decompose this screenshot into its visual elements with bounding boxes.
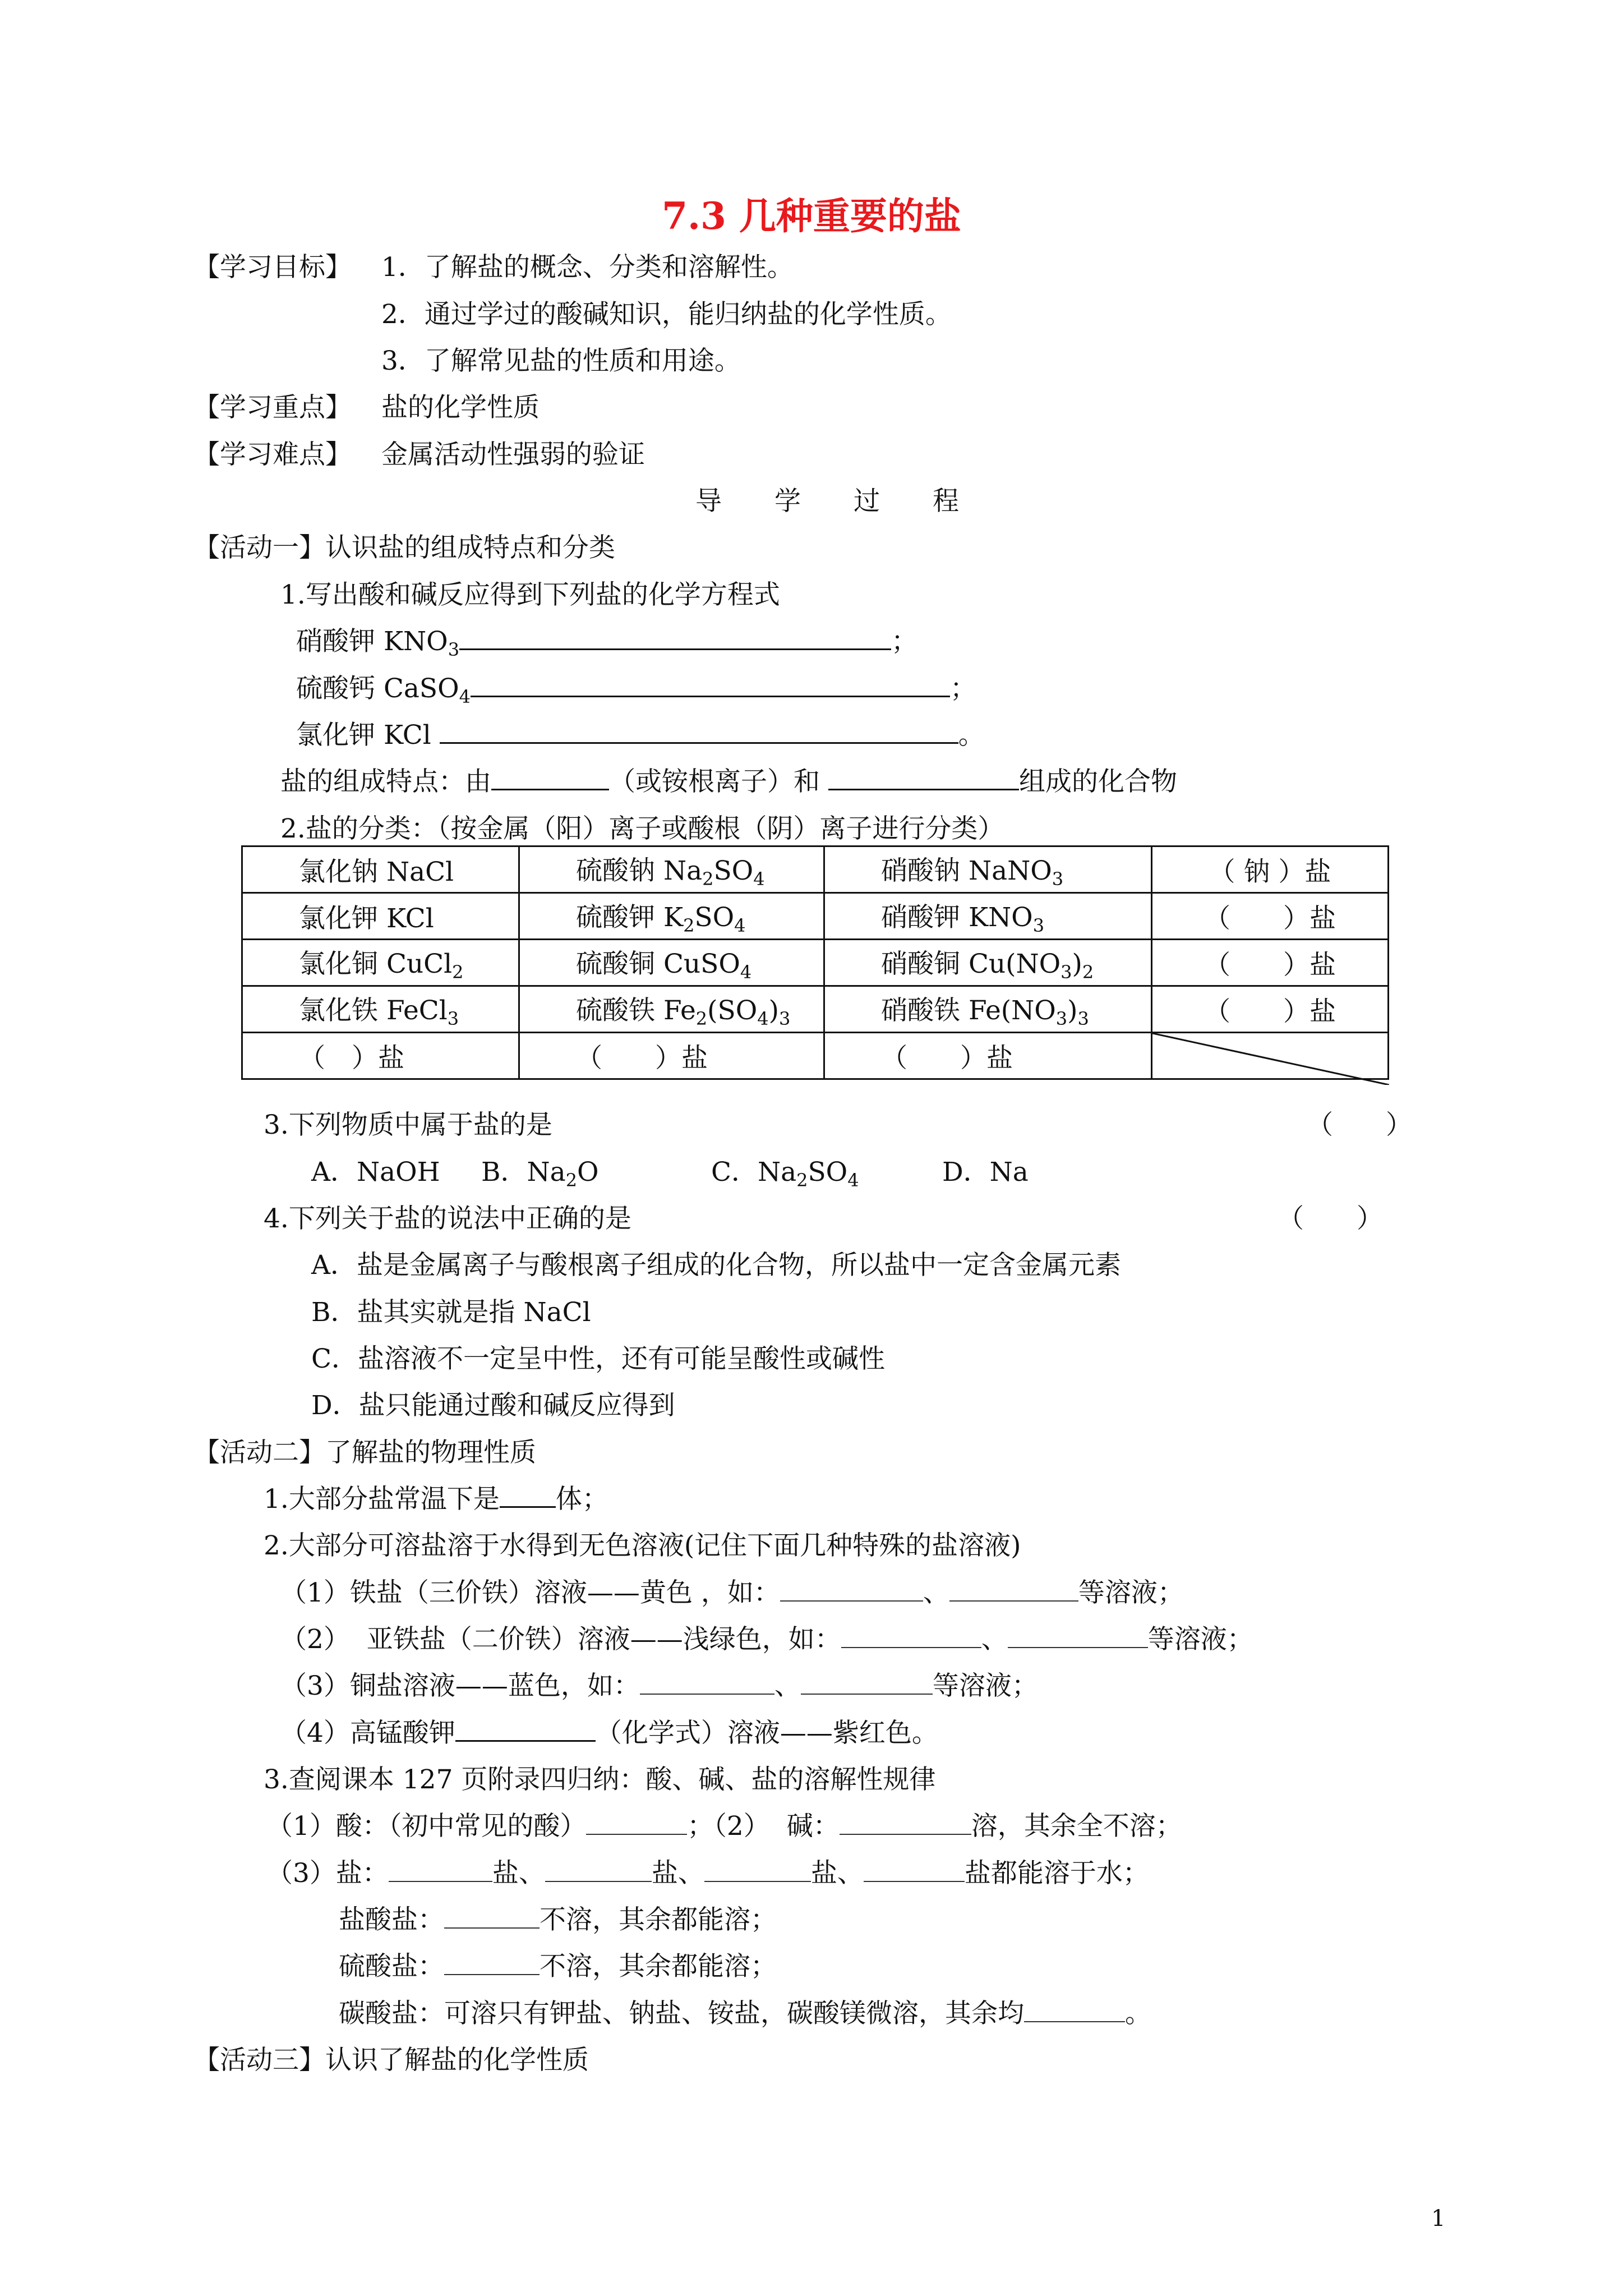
question-2: 2.盐的分类：（按金属（阳）离子或酸根（阴）离子进行分类） <box>280 813 1004 844</box>
equation-line-kno3: 硝酸钾 $KNO_3$ ； <box>296 626 918 660</box>
table-cell: 硫酸钾 $K_2SO_4$ <box>519 893 824 940</box>
table-cell: 氯化铜 CuCl$_2$ <box>242 940 519 986</box>
answer-blank[interactable] <box>1024 1998 1125 2022</box>
table-row <box>242 1033 1389 1079</box>
question-3: 3.下列物质中属于盐的是 <box>264 1110 552 1140</box>
classification-table <box>241 845 1389 1080</box>
answer-blank[interactable] <box>459 625 891 650</box>
answer-blank[interactable] <box>640 1670 774 1695</box>
goal-item: 3．了解常见盐的性质和用途。 <box>381 346 741 376</box>
composition-line: 盐的组成特点：由 （或铵根离子）和 组成的化合物 <box>280 766 1177 797</box>
goal-item: 1．了解盐的概念、分类和溶解性。 <box>381 252 794 283</box>
table-cell[interactable]: （ ）盐 <box>1152 893 1389 940</box>
table-cell: 硫酸钠 $Na_2SO_4$ <box>519 846 824 893</box>
answer-blank[interactable] <box>780 1577 923 1602</box>
iron-salt-line: （1）铁盐（三价铁）溶液——黄色 ，如： 、 等溶液； <box>280 1577 1184 1608</box>
answer-blank[interactable] <box>1008 1623 1148 1648</box>
table-cell: 硝酸钠 NaNO$_3$ <box>824 846 1152 893</box>
table-cell: 硝酸铁 $Fe(NO_3)_3$ <box>824 986 1152 1033</box>
activity-two-heading: 【活动二】了解盐的物理性质 <box>193 1437 536 1468</box>
physical-q2: 2.大部分可溶盐溶于水得到无色溶液(记住下面几种特殊的盐溶液) <box>264 1530 1021 1561</box>
answer-blank[interactable] <box>444 1904 540 1929</box>
answer-blank[interactable] <box>471 672 950 697</box>
q4-option: C．盐溶液不一定呈中性，还有可能呈酸性或碱性 <box>311 1343 885 1374</box>
table-cell[interactable]: （ ）盐 <box>824 1033 1152 1079</box>
sulfate-line: 硫酸盐： 不溶，其余都能溶； <box>339 1951 777 1982</box>
table-cell: 硝酸钾 $KNO_3$ <box>824 893 1152 940</box>
permanganate-line: （4）高锰酸钾 （化学式）溶液——紫红色。 <box>280 1718 938 1749</box>
question-4: 4.下列关于盐的说法中正确的是 <box>264 1203 631 1234</box>
solubility-q3: 3.查阅课本 127 页附录四归纳：酸、碱、盐的溶解性规律 <box>264 1764 936 1795</box>
activity-three-heading: 【活动三】认识了解盐的化学性质 <box>193 2045 589 2076</box>
chloride-line: 盐酸盐： 不溶，其余都能溶； <box>339 1904 777 1935</box>
answer-blank[interactable] <box>389 1857 492 1882</box>
activity-one-heading: 【活动一】认识盐的组成特点和分类 <box>193 532 615 563</box>
difficulty-label: 【学习难点】 <box>193 439 352 470</box>
carbonate-line: 碳酸盐：可溶只有钾盐、钠盐、铵盐，碳酸镁微溶，其余均 。 <box>339 1998 1151 2029</box>
focus-label: 【学习重点】 <box>193 392 352 423</box>
solubility-salts: （3）盐： 盐、 盐、 盐、 盐都能溶于水； <box>266 1858 1149 1889</box>
q3-option-a: A．NaOH <box>311 1157 440 1188</box>
equation-line-kcl: 氯化钾 KCl 。 <box>296 720 985 751</box>
table-cell: 氯化钠 NaCl <box>242 846 519 893</box>
page-title: 7.3 几种重要的盐 <box>662 194 961 238</box>
answer-blank[interactable] <box>586 1810 687 1835</box>
answer-blank[interactable] <box>491 765 609 790</box>
answer-blank[interactable] <box>949 1577 1078 1602</box>
goals-label: 【学习目标】 <box>193 252 352 283</box>
table-row <box>242 986 1389 1033</box>
q4-option: D．盐只能通过酸和碱反应得到 <box>311 1390 675 1421</box>
q4-option: B．盐其实就是指 NaCl <box>311 1297 591 1328</box>
equation-line-caso4: 硫酸钙 CaSO$_4$ ； <box>296 673 977 707</box>
answer-blank[interactable] <box>841 1623 981 1648</box>
table-cell: 硫酸铜 CuSO$_4$ <box>519 940 824 986</box>
page-number: 1 <box>1431 2206 1446 2231</box>
answer-blank[interactable] <box>704 1857 811 1882</box>
table-cell[interactable]: （ ）盐 <box>519 1033 824 1079</box>
answer-blank[interactable] <box>444 1950 540 1975</box>
difficulty-text: 金属活动性强弱的验证 <box>381 439 645 470</box>
question-1: 1.写出酸和碱反应得到下列盐的化学方程式 <box>280 579 780 610</box>
table-cell[interactable]: （ ）盐 <box>242 1033 519 1079</box>
ferrous-salt-line: （2） 亚铁盐（二价铁）溶液——浅绿色，如： 、 等溶液； <box>280 1624 1253 1655</box>
answer-blank[interactable] <box>828 765 1019 790</box>
table-cell: 硫酸铁 $Fe_2(SO_4)_3$ <box>519 986 824 1033</box>
table-cell: 氯化钾 KCl <box>242 893 519 940</box>
table-cell[interactable]: （ 钠 ）盐 <box>1152 846 1389 893</box>
answer-blank[interactable] <box>500 1483 556 1508</box>
answer-blank[interactable] <box>801 1670 933 1695</box>
q3-option-c: C．$Na_2SO_4$ <box>711 1157 859 1191</box>
table-cell: 氯化铁 FeCl$_3$ <box>242 986 519 1033</box>
answer-paren[interactable]: （ ） <box>1278 1203 1383 1234</box>
table-row <box>242 940 1389 986</box>
answer-blank[interactable] <box>440 719 958 744</box>
q3-option-b: B．$Na_2O$ <box>481 1157 599 1191</box>
answer-paren[interactable]: （ ） <box>1307 1110 1412 1140</box>
physical-q1: 1.大部分盐常温下是 体； <box>264 1484 608 1515</box>
goal-item: 2．通过学过的酸碱知识，能归纳盐的化学性质。 <box>381 299 952 330</box>
diagonal-cell <box>1152 1033 1389 1079</box>
answer-blank[interactable] <box>545 1857 652 1882</box>
table-row <box>242 893 1389 940</box>
answer-blank[interactable] <box>455 1717 596 1742</box>
table-cell[interactable]: （ ）盐 <box>1152 986 1389 1033</box>
process-heading: 导 学 过 程 <box>695 486 959 517</box>
q4-option: A．盐是金属离子与酸根离子组成的化合物，所以盐中一定含金属元素 <box>311 1250 1121 1281</box>
diagonal-line <box>1152 1033 1389 1085</box>
table-cell[interactable]: （ ）盐 <box>1152 940 1389 986</box>
solubility-acid-base: （1）酸：（初中常见的酸） ；（2） 碱： 溶，其余全不溶； <box>266 1811 1182 1842</box>
table-row <box>242 846 1389 893</box>
copper-salt-line: （3）铜盐溶液——蓝色，如： 、 等溶液； <box>280 1671 1038 1701</box>
answer-blank[interactable] <box>864 1857 965 1882</box>
answer-blank[interactable] <box>840 1810 971 1835</box>
q3-option-d: D．Na <box>942 1157 1029 1188</box>
table-cell: 硝酸铜 $Cu(NO_3)_2$ <box>824 940 1152 986</box>
focus-text: 盐的化学性质 <box>381 392 540 423</box>
